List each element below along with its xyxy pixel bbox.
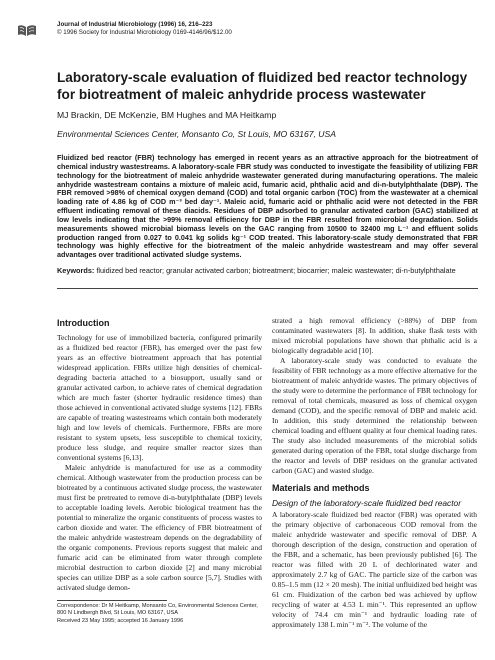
received-dates: Received 23 May 1995; accepted 16 January 1996 bbox=[57, 617, 184, 624]
journal-header bbox=[57, 21, 357, 37]
copyright-line: © 1996 Society for Industrial Microbiology 0169-4146/96/$12.00 bbox=[57, 29, 232, 36]
methods-heading: Materials and methods bbox=[272, 483, 370, 493]
intro-paragraph-1: Technology for use of immobilized bacteria, configured primarily as a fluidized bed reactor (FBR), has emerged over the past few years as an effective biotreatment approach that has potential widespread application. FBRs utilize high densities of chemical-degrading bacteria attached to a biosupport, usually sand or granular activated carbon, to achieve rates of chemical degradation which are much faster (shorter hydraulic residence times) than those achieved in conventional activated sludge systems [12]. FBRs are capable of treating wastestreams which contain both moderately high and low levels of chemicals. Furthermore, FBRs are more resistant to system upsets, less susceptible to chemical toxicity, produce less sludge, and require smaller reactor sizes than conventional systems [6,13]. bbox=[57, 333, 262, 462]
affiliation: Environmental Sciences Center, Monsanto Co, St Louis, MO 63167, USA bbox=[57, 129, 336, 139]
methods-paragraph: A laboratory-scale fluidized bed reactor (FBR) was operated with the primary objective of carbonaceous COD removal from the maleic anhydride wastewater and specific removal of DBP. A thorough description of the design, construction and operation of the FBR, and a schematic, has been previously published [6]. The reactor was filled with 20 L of dechlorinated water and approximately 2.7 kg of GAC. The particle size of the carbon was 0.85–1.5 mm (12 × 20 mesh). The initial unfluidized bed height was 61 cm. Fluidization of the carbon bed was achieved by upflow recycling of water at 4.53 L min⁻¹. This represented an upflow velocity of 74.4 cm min⁻¹ and hydraulic loading rate of approximately 138 L min⁻¹ m⁻². The volume of the bbox=[272, 510, 477, 629]
footnote-divider bbox=[57, 600, 167, 601]
keywords-text: fluidized bed reactor; granular activated carbon; biotreatment; biocarrier; maleic wastewater; di-n-butylphthalate bbox=[96, 266, 456, 275]
footnote bbox=[57, 603, 262, 625]
keywords-label: Keywords: bbox=[57, 266, 95, 275]
intro-paragraph-3: strated a high removal efficiency (>88%) of DBP from contaminated wastewaters [8]. In addition, shake flask tests with mixed microbial populations have shown that phthalic acid is a biologically degradable acid [10]. bbox=[272, 316, 477, 355]
left-column bbox=[57, 318, 262, 593]
correspondence-note: Correspondence: Dr M Heitkamp, Monsanto Co, Environmental Sciences Center, 800 N Lindbergh Blvd, St Louis, MO 63167, USA bbox=[57, 603, 258, 617]
section-divider bbox=[57, 288, 478, 289]
article-title: Laboratory-scale evaluation of fluidized bed reactor technology for biotreatment of maleic anhydride process wastewater bbox=[57, 70, 468, 102]
journal-logo-icon bbox=[16, 23, 38, 39]
keywords bbox=[57, 266, 478, 275]
intro-paragraph-2: Maleic anhydride is manufactured for use as a commodity chemical. Although wastewater from the production process can be biotreated by a continuous activated sludge process, the wastewater must first be pretreated to remove di-n-butylphthalate (DBP) levels to acceptable loading levels. Aerobic biological treatment has the potential to mineralize the organic constituents of process wastes to carbon dioxide and water. The efficiency of FBR biotreatment of the maleic anhydride wastestream depends on the degradability of the organic components. Previous reports suggest that maleic and fumaric acid can be eliminated from water through complete microbial destruction to carbon dioxide [2] and many microbial species can utilize DBP as a sole carbon source [5,7]. Studies with activated sludge demon- bbox=[57, 463, 262, 592]
author-list: MJ Brackin, DE McKenzie, BM Hughes and MA Heitkamp bbox=[57, 110, 277, 120]
right-column bbox=[272, 316, 477, 630]
methods-subheading: Design of the laboratory-scale fluidized bed reactor bbox=[272, 498, 462, 508]
introduction-heading: Introduction bbox=[57, 318, 110, 328]
journal-citation: Journal of Industrial Microbiology (1996) 16, 216–223 bbox=[57, 21, 213, 28]
intro-paragraph-4: A laboratory-scale study was conducted to evaluate the feasibility of FBR technology as a more effective alternative for the biotreatment of maleic anhydride wastes. The primary objectives of the study were to determine the performance of FBR technology for removal of total chemicals, measured as loss of chemical oxygen demand (COD), and the specific removal of DBP and maleic acid. In addition, this study determined the relationship between chemical loading and effluent quality at four chemical loading rates. The study also included measurements of the microbial solids generated during operation of the FBR, total sludge discharge from the reactor and levels of DBP residues on the granular activated carbon (GAC) and wasted sludge. bbox=[272, 356, 477, 475]
abstract: Fluidized bed reactor (FBR) technology has emerged in recent years as an attractive approach for the biotreatment of chemical industry wastestreams. A laboratory-scale FBR study was conducted to investigate the feasibility of utilizing FBR technology for the biotreatment of maleic anhydride wastewater generated during manufacturing operations. The maleic anhydride wastestream contains a mixture of maleic acid, fumaric acid, phthalic acid and di-n-butylphthalate (DBP). The FBR removed >98% of chemical oxygen demand (COD) and total organic carbon (TOC) from the wastewater at a chemical loading rate of 4.86 kg of COD m⁻³ bed day⁻¹. Maleic acid, fumaric acid or phthalic acid were not detected in the FBR effluent indicating removal of these diacids. Residues of DBP adsorbed to granular activated carbon (GAC) stabilized at low levels indicating that the >99% removal efficiency for DBP in the FBR resulted from microbial degradation. Solids measurements showed microbial biomass levels on the GAC ranging from 10500 to 32400 mg L⁻¹ and effluent solids production ranged from 0.027 to 0.041 kg solids kg⁻¹ COD treated. This laboratory-scale study demonstrated that FBR technology was highly effective for the biotreatment of the maleic anhydride wastestream and may offer several advantages over traditional activated sludge systems. bbox=[57, 153, 478, 260]
